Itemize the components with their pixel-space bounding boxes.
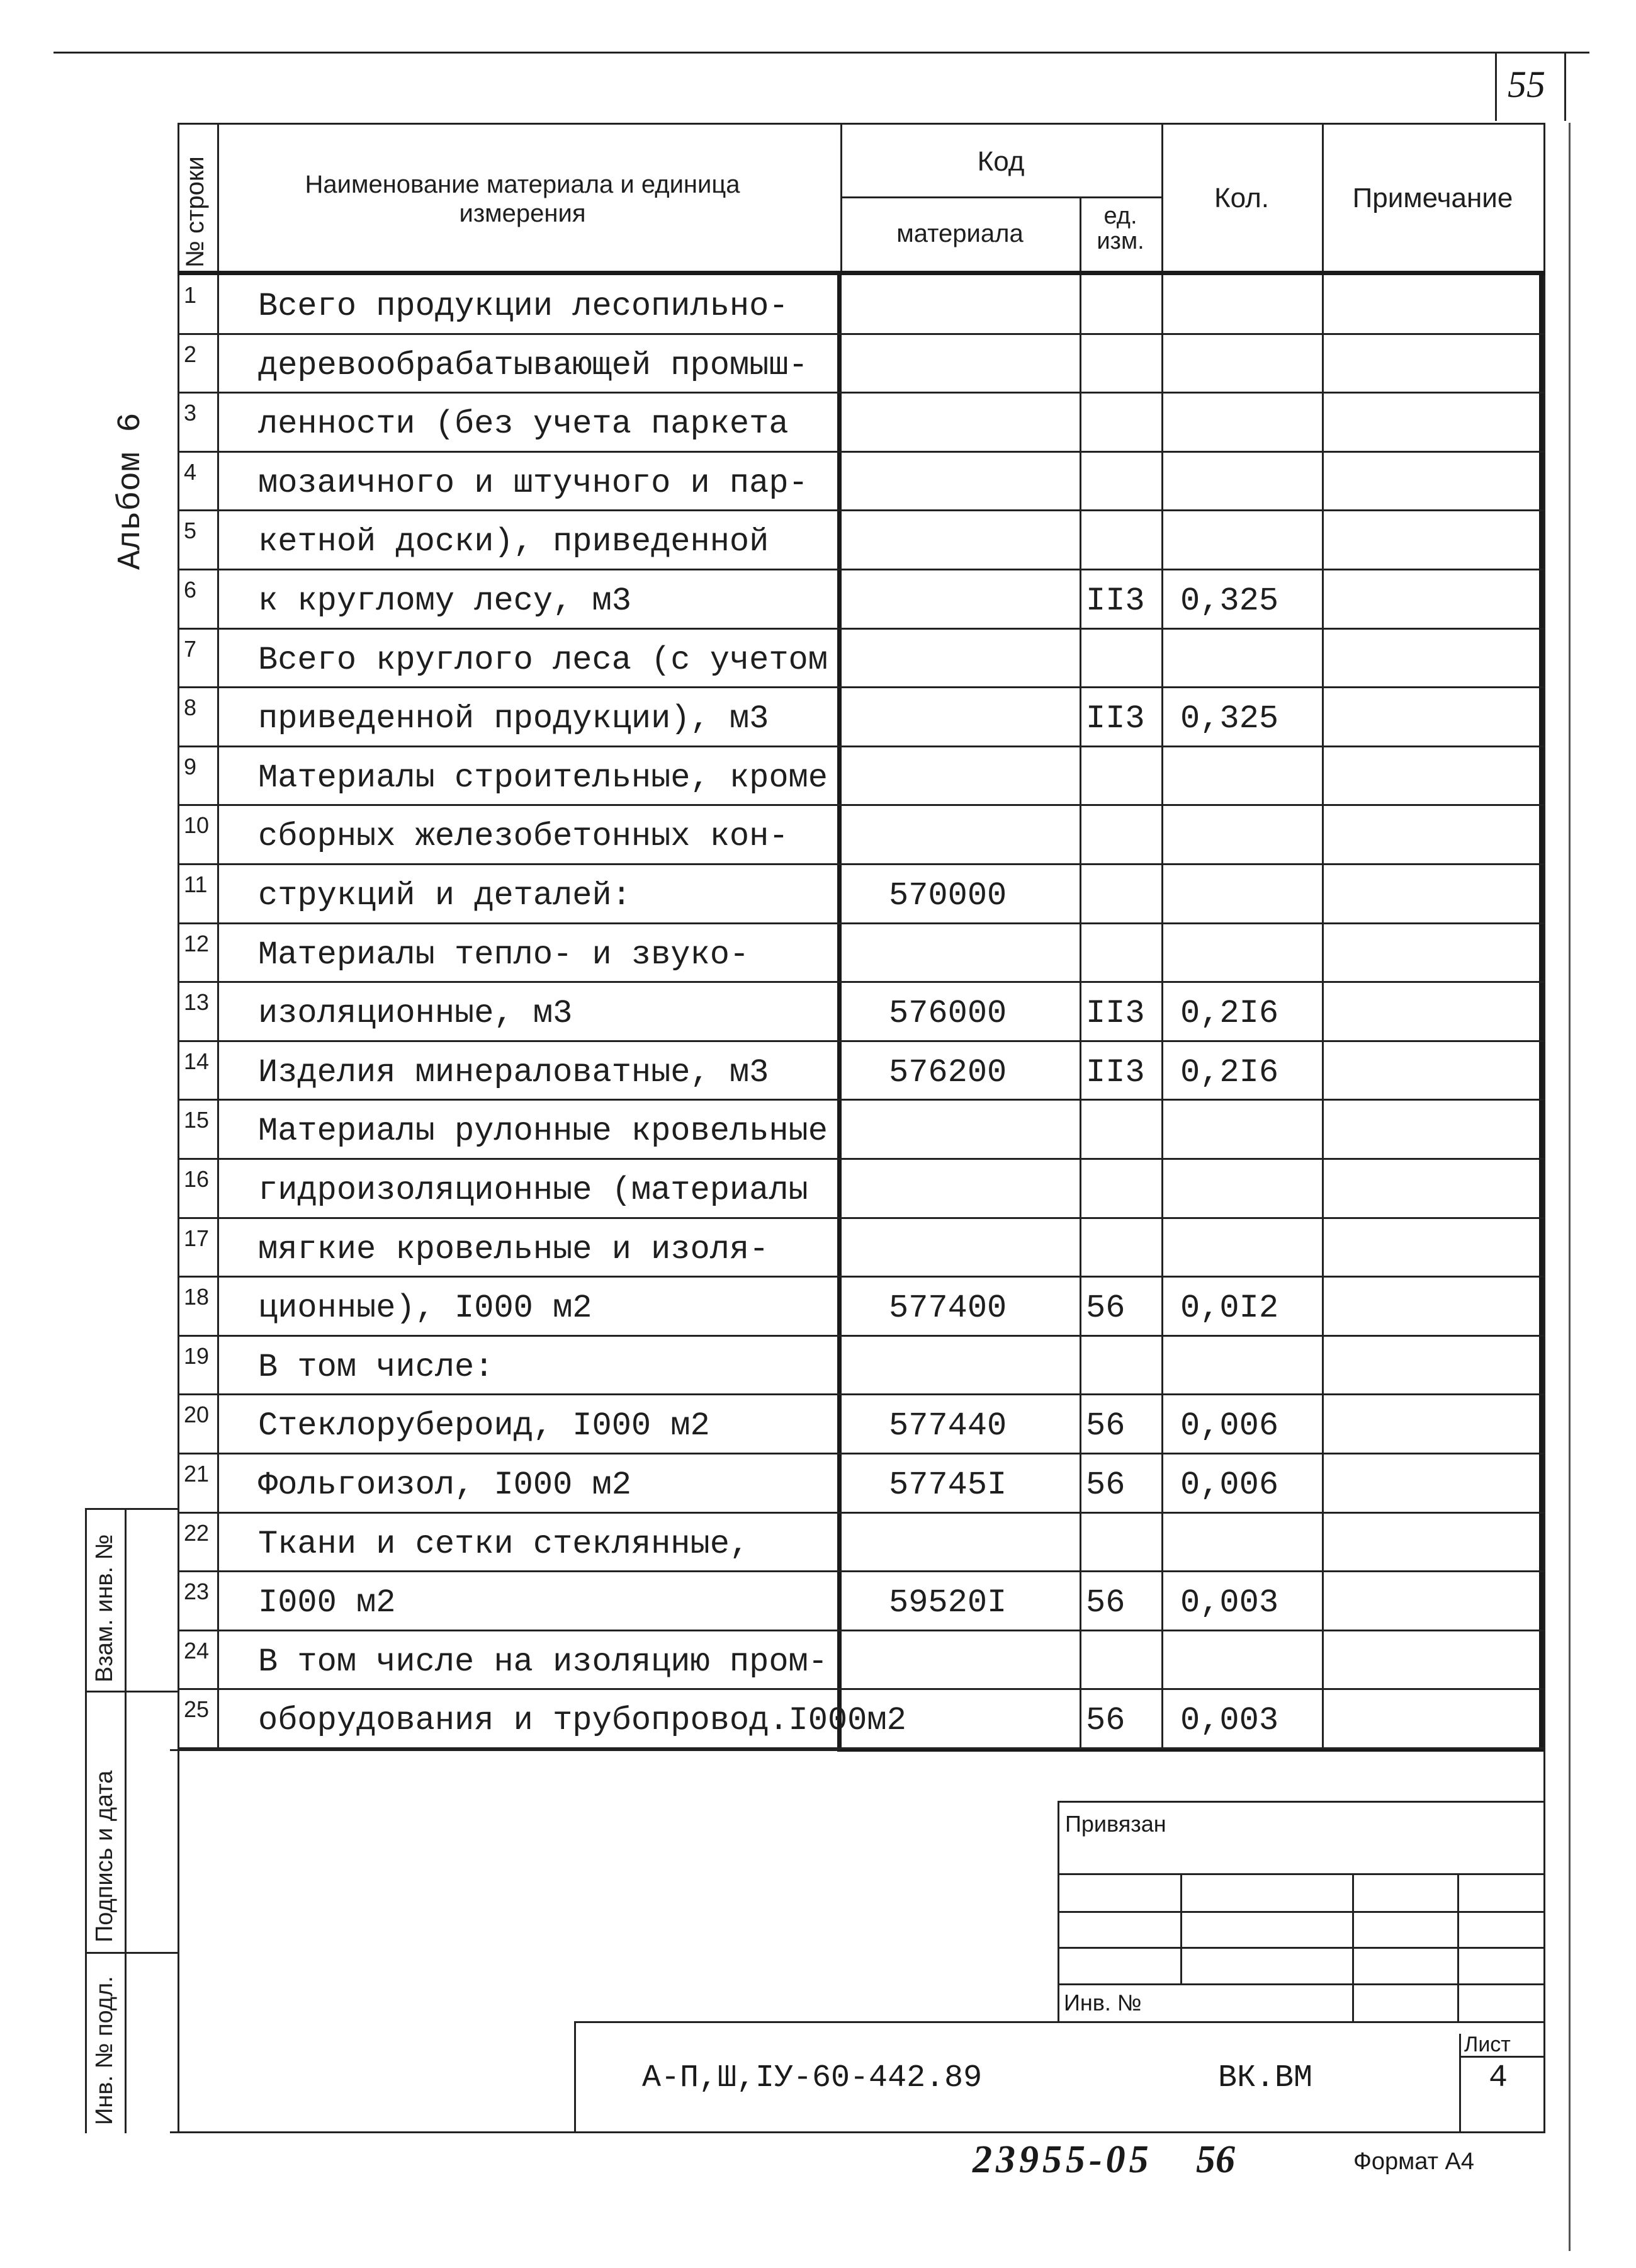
row-number: 4 bbox=[184, 458, 197, 485]
row-divider bbox=[178, 1453, 1543, 1454]
row-unit: II3 bbox=[1086, 700, 1145, 738]
row-number: 25 bbox=[184, 1696, 210, 1723]
row-name: Фольгоизол, I000 м2 bbox=[258, 1466, 631, 1504]
tb-grid-h3 bbox=[1058, 1947, 1543, 1949]
row-name: Всего продукции лесопильно- bbox=[258, 288, 789, 325]
row-qty: 0,006 bbox=[1180, 1466, 1279, 1504]
row-unit: 56 bbox=[1086, 1466, 1125, 1504]
header-code-unit-2: изм. bbox=[1097, 228, 1144, 254]
frame-bottom bbox=[170, 2131, 1545, 2133]
row-number: 22 bbox=[184, 1519, 210, 1546]
row-number: 16 bbox=[184, 1166, 210, 1192]
footer-stamp-page: 56 bbox=[1196, 2138, 1235, 2181]
row-number: 18 bbox=[184, 1284, 210, 1310]
row-code: 577440 bbox=[889, 1407, 1007, 1445]
stamp-podpis: Подпись и дата bbox=[91, 1770, 118, 1942]
header-col-name bbox=[840, 123, 842, 274]
header-col-rownum bbox=[217, 123, 219, 1750]
page-number: 55 bbox=[1508, 64, 1545, 105]
row-unit: 56 bbox=[1086, 1702, 1125, 1740]
row-name: деревообрабатывающей промыш- bbox=[258, 346, 808, 384]
row-name: Материалы рулонные кровельные bbox=[258, 1113, 828, 1150]
row-number: 19 bbox=[184, 1342, 210, 1369]
row-name: приведенной продукции), м3 bbox=[258, 700, 769, 738]
row-divider bbox=[178, 1570, 1543, 1572]
row-divider bbox=[178, 333, 1543, 335]
tb-sheet-left bbox=[1459, 2034, 1461, 2133]
row-divider bbox=[178, 451, 1543, 453]
row-code: 570000 bbox=[889, 877, 1007, 914]
row-code: 59520I bbox=[889, 1584, 1007, 1622]
row-code: 57745I bbox=[889, 1466, 1007, 1504]
row-qty: 0,2I6 bbox=[1180, 1053, 1279, 1091]
row-name: кетной доски), приведенной bbox=[258, 523, 769, 561]
row-name: В том числе: bbox=[258, 1348, 494, 1386]
row-unit: II3 bbox=[1086, 1053, 1145, 1091]
row-name: гидроизоляционные (материалы bbox=[258, 1172, 808, 1209]
stamp-top bbox=[85, 1508, 179, 1510]
tb-doc-code: А-П,Ш,IУ-60-442.89 bbox=[642, 2060, 983, 2096]
row-qty: 0,006 bbox=[1180, 1407, 1279, 1445]
stamp-inv-podl: Инв. № подл. bbox=[91, 1976, 118, 2125]
row-number: 21 bbox=[184, 1461, 210, 1487]
tb-privyazan-top bbox=[1058, 1801, 1543, 1803]
row-divider bbox=[178, 1158, 1543, 1160]
tb-grid-v1 bbox=[1180, 1873, 1182, 1983]
row-name: В том числе на изоляцию пром- bbox=[258, 1643, 828, 1681]
stamp-inner bbox=[125, 1508, 127, 2133]
row-number: 8 bbox=[184, 695, 197, 721]
row-name: Изделия минераловатные, м3 bbox=[258, 1053, 769, 1091]
footer-stamp-number: 23955-05 bbox=[973, 2138, 1153, 2181]
row-name: Всего круглого леса (с учетом bbox=[258, 641, 828, 679]
right-margin-line bbox=[1569, 123, 1571, 2251]
row-name: I000 м2 bbox=[258, 1584, 396, 1622]
row-name: Материалы тепло- и звуко- bbox=[258, 936, 750, 973]
header-row-no: № строки bbox=[181, 156, 209, 268]
header-code: Код bbox=[977, 146, 1025, 177]
row-divider bbox=[178, 1393, 1543, 1395]
row-divider bbox=[178, 1512, 1543, 1514]
row-divider bbox=[178, 804, 1543, 806]
code-col-left-thick bbox=[837, 271, 842, 1750]
frame-right bbox=[1543, 123, 1545, 2131]
tb-privyazan: Привязан bbox=[1065, 1811, 1166, 1837]
page-number-box-right bbox=[1564, 52, 1566, 121]
tb-sheet-label: Лист bbox=[1464, 2033, 1511, 2056]
row-name: мягкие кровельные и изоля- bbox=[258, 1230, 769, 1268]
header-note: Примечание bbox=[1352, 183, 1513, 213]
footer-format: Формат А4 bbox=[1353, 2148, 1475, 2175]
row-unit: II3 bbox=[1086, 582, 1145, 620]
row-divider bbox=[178, 628, 1543, 630]
header-col-qty bbox=[1161, 123, 1163, 1750]
tb-main-top bbox=[574, 2021, 1543, 2023]
row-qty: 0,003 bbox=[1180, 1584, 1279, 1622]
row-divider bbox=[178, 1688, 1543, 1690]
row-name: ленности (без учета паркета bbox=[258, 405, 789, 443]
row-divider bbox=[178, 1630, 1543, 1631]
row-number: 10 bbox=[184, 812, 210, 839]
tb-sheet-number: 4 bbox=[1489, 2060, 1508, 2096]
tb-grid-v2 bbox=[1352, 1873, 1354, 2021]
row-code: 577400 bbox=[889, 1290, 1007, 1327]
row-qty: 0,325 bbox=[1180, 582, 1279, 620]
row-number: 17 bbox=[184, 1225, 210, 1251]
row-divider bbox=[178, 1335, 1543, 1337]
row-number: 5 bbox=[184, 518, 197, 544]
row-divider bbox=[178, 1276, 1543, 1278]
table-bottom bbox=[170, 1749, 840, 1751]
row-divider bbox=[178, 981, 1543, 983]
stamp-sep-2 bbox=[85, 1952, 179, 1954]
frame-left bbox=[178, 123, 179, 2131]
tb-inv-no: Инв. № bbox=[1064, 1990, 1142, 2016]
tb-grid-v3 bbox=[1457, 1873, 1459, 2021]
header-name: Наименование материала и единица измерения bbox=[305, 171, 740, 227]
frame-top bbox=[178, 123, 1545, 125]
album-label: Альбом 6 bbox=[112, 412, 149, 570]
top-rule bbox=[54, 52, 1589, 54]
row-divider bbox=[178, 746, 1543, 747]
row-qty: 0,325 bbox=[1180, 700, 1279, 738]
row-qty: 0,003 bbox=[1180, 1702, 1279, 1740]
row-name: Материалы строительные, кроме bbox=[258, 759, 828, 797]
stamp-vzam-inv: Взам. инв. № bbox=[91, 1534, 118, 1682]
row-number: 1 bbox=[184, 282, 197, 308]
tb-doc-mark: ВК.ВМ bbox=[1218, 2060, 1313, 2096]
row-number: 2 bbox=[184, 341, 197, 367]
row-number: 23 bbox=[184, 1579, 210, 1605]
row-divider bbox=[178, 1217, 1543, 1219]
row-number: 24 bbox=[184, 1637, 210, 1664]
row-number: 3 bbox=[184, 400, 197, 426]
row-code: 576200 bbox=[889, 1053, 1007, 1091]
row-name: ционные), I000 м2 bbox=[258, 1290, 592, 1327]
row-unit: II3 bbox=[1086, 995, 1145, 1033]
row-number: 14 bbox=[184, 1048, 210, 1074]
tb-grid-h1 bbox=[1058, 1873, 1543, 1875]
row-number: 12 bbox=[184, 930, 210, 956]
row-number: 7 bbox=[184, 635, 197, 662]
header-col-note bbox=[1322, 123, 1324, 1750]
row-unit: 56 bbox=[1086, 1407, 1125, 1445]
row-name: оборудования и трубопровод.I000м2 bbox=[258, 1702, 906, 1740]
row-name: мозаичного и штучного и пар- bbox=[258, 464, 808, 502]
frame-right-thick bbox=[1539, 271, 1543, 1750]
row-divider bbox=[178, 1040, 1543, 1042]
row-divider bbox=[178, 392, 1543, 394]
header-qty: Кол. bbox=[1214, 183, 1270, 213]
row-unit: 56 bbox=[1086, 1290, 1125, 1327]
row-divider bbox=[178, 569, 1543, 570]
stamp-sep-1 bbox=[85, 1691, 179, 1692]
row-number: 11 bbox=[184, 871, 208, 897]
row-name: струкций и деталей: bbox=[258, 877, 631, 914]
page-number-box-left bbox=[1495, 52, 1497, 121]
row-number: 13 bbox=[184, 989, 210, 1016]
row-qty: 0,2I6 bbox=[1180, 995, 1279, 1033]
stamp-outer-left bbox=[85, 1508, 87, 2133]
header-col-unit bbox=[1080, 198, 1081, 1750]
row-divider bbox=[178, 863, 1543, 865]
tb-grid-h4 bbox=[1058, 1983, 1543, 1985]
row-name: изоляционные, м3 bbox=[258, 995, 573, 1033]
row-name: сборных железобетонных кон- bbox=[258, 818, 789, 856]
tb-main-left bbox=[574, 2021, 576, 2133]
row-number: 6 bbox=[184, 577, 197, 603]
row-divider bbox=[178, 509, 1543, 511]
row-name: Ткани и сетки стеклянные, bbox=[258, 1525, 750, 1563]
row-qty: 0,0I2 bbox=[1180, 1290, 1279, 1327]
row-name: Стеклорубероид, I000 м2 bbox=[258, 1407, 710, 1445]
row-code: 576000 bbox=[889, 995, 1007, 1033]
row-divider bbox=[178, 686, 1543, 688]
row-unit: 56 bbox=[1086, 1584, 1125, 1622]
row-divider bbox=[178, 1099, 1543, 1101]
row-number: 20 bbox=[184, 1402, 210, 1428]
tb-grid-h2 bbox=[1058, 1911, 1543, 1913]
header-code-split bbox=[840, 196, 1161, 198]
row-number: 15 bbox=[184, 1107, 210, 1133]
header-code-material: материала bbox=[896, 220, 1024, 247]
header-bottom bbox=[178, 271, 1545, 275]
row-number: 9 bbox=[184, 753, 197, 780]
row-divider bbox=[178, 922, 1543, 924]
row-name: к круглому лесу, м3 bbox=[258, 582, 631, 620]
header-code-unit-1: ед. bbox=[1103, 203, 1137, 229]
